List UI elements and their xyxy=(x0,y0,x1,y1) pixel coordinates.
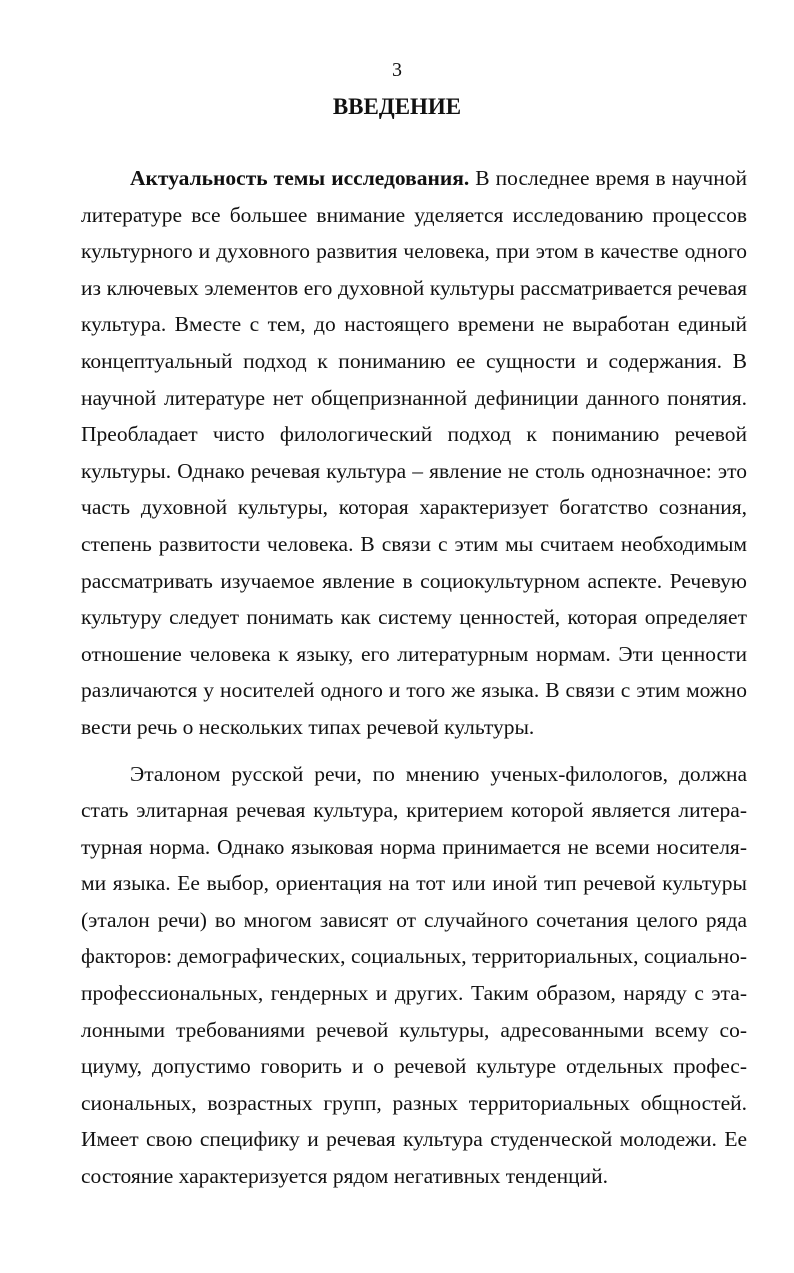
paragraph-text: В последнее время в научной литературе все большее внимание уделяется исследованию процессов культурного и духовного развития человека, при этом в качестве одного из ключевых элементов его духовной культуры рассматривается речевая культура. Вместе с тем, до настоящего времени не выработан единый концептуальный подход к пониманию ее сущности и содержания. В научной литературе нет общепризнанной дефиниции данного понятия. Преобладает чисто филологический подход к пониманию речевой культуры. Однако речевая культура – явление не столь однозначное: это часть духовной культуры, которая характеризует богатство сознания, степень развитости человека. В связи с этим мы считаем необходимым рассматривать изучаемое явление в социокультурном аспекте. Речевую культуру следует понимать как систему ценностей, которая определяет отношение человека к языку, его литературным нормам. Эти ценности различаются у носителей одного и того же языка. В связи с этим можно вести речь о нескольких типах речевой культуры. xyxy=(81,166,747,739)
page-number: 3 xyxy=(392,59,402,81)
paragraph-relevance xyxy=(81,160,747,746)
paragraph-standard-speech: Эталоном русской речи, по мнению ученых-филологов, должна стать элитарная речевая культура, критерием которой является литературная норма. Однако языковая норма принимается не всеми носителями языка. Ее выбор, ориентация на тот или иной тип речевой культуры (эталон речи) во многом зависят от случайного сочетания целого ряда факторов: демографических, социальных, территориальных, социально-профессиональных, гендерных и других. Таким образом, наряду с эталонными требованиями речевой культуры, адресованными всему социуму, допустимо говорить и о речевой культуре отдельных профессиональных, возрастных групп, разных территориальных общностей. Имеет свою специфику и речевая культура студенческой молодежи. Ее состояние характеризуется рядом негативных тенденций. xyxy=(81,761,747,1189)
body-text xyxy=(81,160,747,1195)
section-heading: ВВЕДЕНИЕ xyxy=(332,94,462,119)
paragraph-lead: Актуальность темы исследования. xyxy=(130,166,470,190)
